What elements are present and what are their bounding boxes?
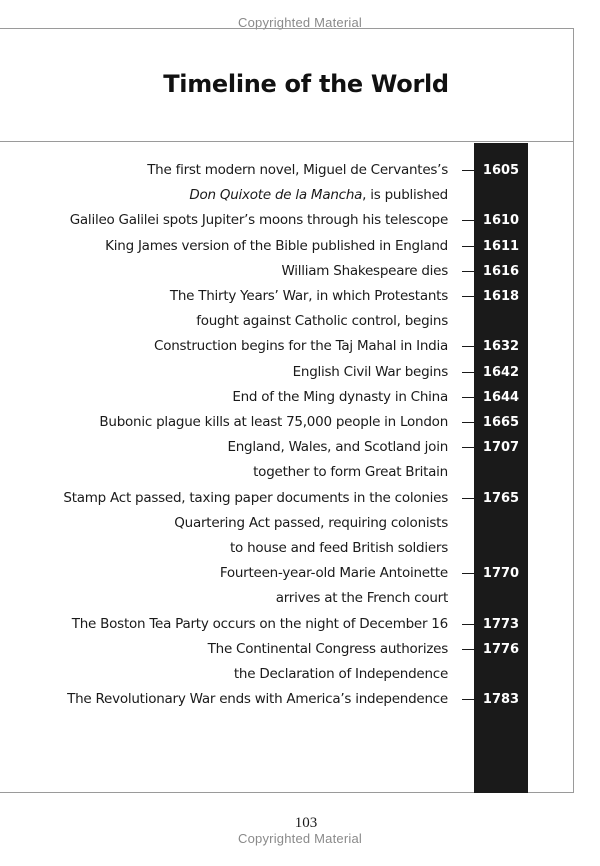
timeline-year: 1783: [482, 692, 520, 708]
timeline-year: 1611: [482, 238, 520, 254]
timeline-year: 1707: [482, 440, 520, 456]
timeline-event-text: Stamp Act passed, taxing paper documents in the colonies: [63, 489, 448, 506]
timeline-tick: [462, 624, 474, 625]
timeline-tick: [462, 346, 474, 347]
timeline-row: [0, 183, 600, 208]
timeline-event-text: The Continental Congress authorizes: [207, 640, 448, 657]
timeline-tick: [462, 498, 474, 499]
timeline-row: [0, 511, 600, 536]
timeline-year: 1610: [482, 213, 520, 229]
timeline-row: [0, 334, 600, 359]
timeline-year: 1773: [482, 616, 520, 632]
timeline-year: 1776: [482, 641, 520, 657]
timeline-row: [0, 637, 600, 662]
book-title-italic: Don Quixote de la Mancha: [189, 187, 363, 204]
timeline-event-text: [189, 183, 448, 208]
timeline-row: [0, 586, 600, 611]
timeline-year: 1618: [482, 289, 520, 304]
timeline-tick: [462, 372, 474, 373]
timeline-tick: [462, 170, 474, 171]
timeline-row: [0, 460, 600, 485]
timeline-tick: [462, 220, 474, 221]
copyright-watermark-bottom: Copyrighted Material: [238, 831, 362, 846]
timeline-year: 1644: [482, 389, 520, 405]
timeline-tick: [462, 649, 474, 650]
timeline-row: [0, 360, 600, 385]
timeline-year: 1642: [482, 364, 520, 380]
timeline-event-text: The first modern novel, Miguel de Cervantes’s: [147, 162, 448, 178]
timeline-row: [0, 662, 600, 687]
timeline-event-text: to house and feed British soldiers: [229, 540, 448, 556]
timeline-row: [0, 234, 600, 259]
timeline-event-text: together to form Great Britain: [253, 464, 448, 481]
timeline-tick: [462, 271, 474, 272]
timeline-row: [0, 158, 600, 183]
timeline-row: [0, 284, 600, 309]
timeline-row: [0, 385, 600, 410]
timeline-row: [0, 687, 600, 712]
timeline-row: [0, 486, 600, 511]
timeline-tick: [462, 296, 474, 297]
timeline-row: [0, 561, 600, 586]
timeline-year: 1765: [482, 490, 520, 506]
timeline-event-text: fought against Catholic control, begins: [196, 313, 448, 330]
timeline-tick: [462, 699, 474, 700]
page-number: 103: [294, 815, 318, 831]
timeline-year: 1605: [482, 163, 520, 178]
timeline-event-text: The Boston Tea Party occurs on the night of December 16: [71, 615, 448, 632]
timeline-event-text: The Thirty Years’ War, in which Protestants: [169, 288, 448, 304]
timeline-row: [0, 309, 600, 334]
title-divider: [0, 141, 574, 142]
timeline-event-text: the Declaration of Independence: [233, 666, 448, 682]
timeline-year: 1616: [482, 263, 520, 279]
timeline-event-text: The Revolutionary War ends with America’s independence: [67, 691, 448, 708]
timeline-tick: [462, 422, 474, 423]
timeline-row: [0, 208, 600, 233]
timeline-year: 1632: [482, 339, 520, 355]
timeline-year: 1665: [482, 415, 520, 430]
timeline-event-text-after: , is published: [362, 187, 448, 204]
timeline-year: 1770: [482, 566, 520, 582]
timeline-row: [0, 612, 600, 637]
timeline-event-text: End of the Ming dynasty in China: [232, 388, 448, 405]
timeline-event-text: William Shakespeare dies: [281, 262, 448, 279]
timeline-tick: [462, 447, 474, 448]
timeline-tick: [462, 397, 474, 398]
copyright-watermark-top: Copyrighted Material: [238, 15, 362, 30]
timeline-row: [0, 435, 600, 460]
page-title: Timeline of the World: [163, 70, 449, 98]
timeline-event-text: Fourteen-year-old Marie Antoinette: [219, 565, 448, 582]
timeline-row: [0, 259, 600, 284]
timeline-tick: [462, 573, 474, 574]
timeline-event-text: Construction begins for the Taj Mahal in India: [154, 338, 448, 355]
timeline-event-text: Bubonic plague kills at least 75,000 people in London: [99, 414, 448, 430]
timeline-event-text: English Civil War begins: [292, 363, 448, 380]
timeline-event-text: Galileo Galilei spots Jupiter’s moons through his telescope: [69, 212, 448, 229]
timeline-event-text: arrives at the French court: [275, 590, 448, 607]
timeline-event-text: England, Wales, and Scotland join: [227, 439, 448, 456]
timeline-event-text: Quartering Act passed, requiring colonists: [174, 514, 448, 531]
timeline-row: [0, 536, 600, 561]
timeline-row: [0, 410, 600, 435]
timeline-event-text: King James version of the Bible published in England: [105, 237, 448, 254]
timeline-tick: [462, 246, 474, 247]
